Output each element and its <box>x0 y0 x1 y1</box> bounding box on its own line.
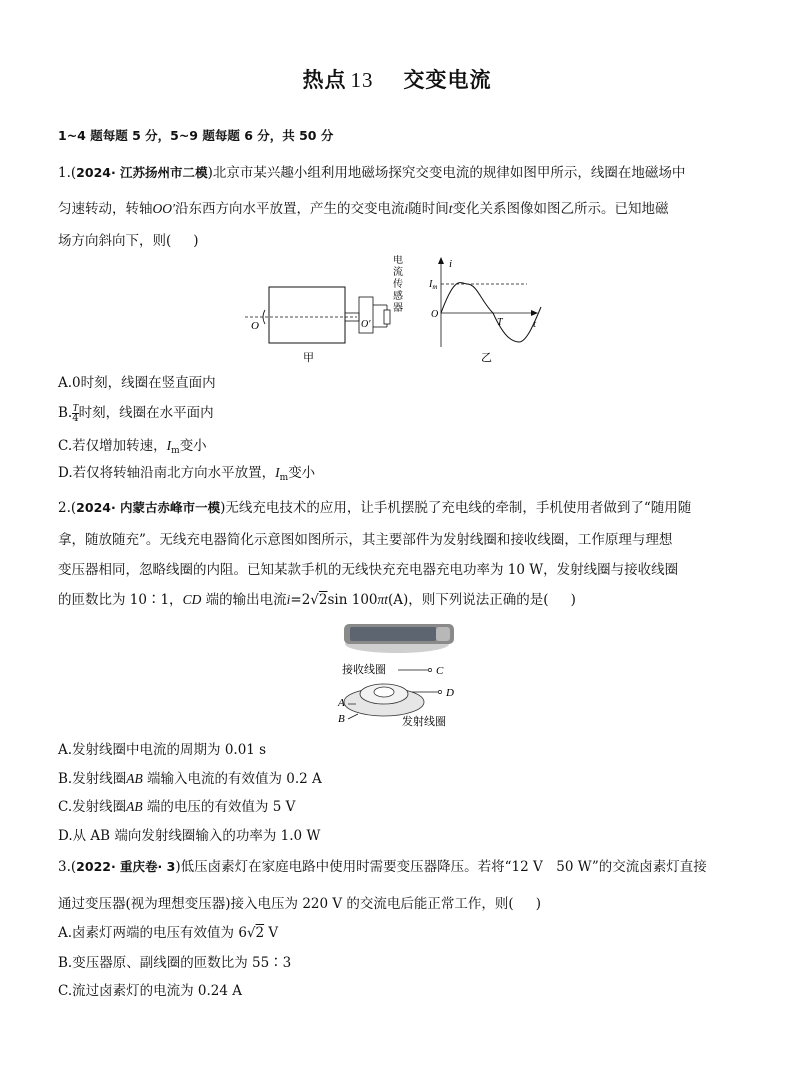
q1-option-c <box>58 437 207 460</box>
q2-option-d: D.从 AB 端向发射线圈输入的功率为 1.0 W <box>58 828 321 844</box>
q1-text2c: 随时间 <box>408 201 449 217</box>
title-number: 13 <box>350 68 374 92</box>
q2-eq-mid: =2 <box>290 592 311 608</box>
q2-text4b: 端的输出电流 <box>201 592 287 608</box>
rotation-arrow-icon <box>263 310 265 324</box>
q3-line1: 3.(2022· 重庆卷· 3)低压卤素灯在家庭电路中使用时需要变压器降压。若将“12 V 50 W”的交流卤素灯直接 <box>58 859 707 875</box>
title-prefix: 热点 <box>302 68 347 92</box>
sine-curve <box>441 283 541 342</box>
q3-option-a: A.卤素灯两端的电压有效值为 6√2 V <box>58 925 279 941</box>
q2-line1: 2.(2024· 内蒙古赤峰市一模)无线充电技术的应用，让手机摆脱了充电线的牵制，手机使用者做到了“随用随 <box>58 500 692 516</box>
sensor-box <box>384 310 390 324</box>
coil-box <box>269 287 345 343</box>
q3-source: 2022· 重庆卷· 3 <box>76 859 176 874</box>
graph-label-t: t <box>533 318 537 330</box>
q1-d-sym: I <box>275 465 280 480</box>
svg-text:流: 流 <box>393 267 403 278</box>
label-yi: 乙 <box>481 352 492 364</box>
q1-option-d <box>58 464 315 487</box>
q2-eq-sin: sin 100 <box>327 592 378 608</box>
sensor-label <box>393 255 403 314</box>
graph-label-Im: $I_m$ <box>429 279 438 291</box>
label-Oprime: O′ <box>361 319 371 330</box>
q2-cd: CD <box>182 592 202 607</box>
q2-option-b <box>58 770 322 788</box>
q1-d-sub: m <box>279 473 289 483</box>
q1-figure <box>245 255 555 370</box>
graph-label-i: i <box>449 258 453 270</box>
q2-figure <box>332 618 472 733</box>
q3-a-sqrt: 2 <box>255 925 265 941</box>
q1-text2d: 变化关系图像如图乙所示。已知地磁 <box>452 201 669 217</box>
q1-option-b <box>58 404 214 423</box>
q1-b-prefix: B. <box>58 405 73 421</box>
label-O: O <box>251 320 259 332</box>
label-transmit-coil: 发射线圈 <box>402 716 446 728</box>
q1-c-sub: m <box>171 446 180 456</box>
q2-line3: 变压器相同，忽略线圈的内阻。已知某款手机的无线快充充电器充电功率为 10 W，发射线圈与接收线圈 <box>58 562 679 578</box>
q3-number: 3. <box>58 859 71 875</box>
q1-c-sym: I <box>166 438 172 453</box>
label-receive-coil: 接收线圈 <box>342 664 386 676</box>
q2-eq-i: i <box>286 592 291 607</box>
q1-i: i <box>404 201 409 216</box>
q2-eq-pi: πt <box>377 592 389 607</box>
q1-text3: 场方向斜向下，则( <box>58 233 172 249</box>
svg-text:器: 器 <box>393 303 403 314</box>
q3-text2: 通过变压器(视为理想变压器)接入电压为 220 V 的交流电后能正常工作，则( <box>58 896 514 912</box>
q2-b-pre: B.发射线圈 <box>58 771 127 787</box>
q1-line2 <box>58 200 668 218</box>
q1-option-a: A.0时刻，线圈在竖直面内 <box>58 375 216 391</box>
q3-option-c: C.流过卤素灯的电流为 0.24 A <box>58 983 243 999</box>
q2-line4: 的匝数比为 10∶1，CD 端的输出电流i=2√2sin 100πt(A)，则下列说法正确的是( ) <box>58 592 576 608</box>
q3-a-post: V <box>264 925 279 941</box>
q1-line1: 1.(2024· 江苏扬州市二模)北京市某兴趣小组利用地磁场探究交变电流的规律如图甲所示，线圈在地磁场中 <box>58 165 686 181</box>
q2-text1: 无线充电技术的应用，让手机摆脱了充电线的牵制，手机使用者做到了“随用随 <box>225 500 692 516</box>
q3-text1: 低压卤素灯在家庭电路中使用时需要变压器降压。若将“12 V 50 W”的交流卤素灯直接 <box>180 859 707 875</box>
q2-c-post: 端的电压的有效值为 5 V <box>142 799 296 815</box>
q2-source: 2024· 内蒙古赤峰市一模 <box>76 500 221 515</box>
scoring-note: 1~4 题每题 5 分，5~9 题每题 6 分，共 50 分 <box>58 128 334 143</box>
q2-b-sym: AB <box>126 771 143 786</box>
q2-text4a: 的匝数比为 10∶1， <box>58 592 183 608</box>
svg-text:电: 电 <box>393 255 403 266</box>
svg-text:感: 感 <box>393 291 403 302</box>
q1-b-text: 时刻，线圈在水平面内 <box>78 405 214 421</box>
q2-close: ) <box>570 592 576 608</box>
title-topic: 交变电流 <box>403 68 492 92</box>
label-A: A <box>338 697 345 709</box>
graph-origin: O <box>431 309 439 320</box>
q2-c-sym: AB <box>126 799 143 814</box>
q1-line3 <box>58 232 199 250</box>
q2-option-c <box>58 798 295 816</box>
q3-line2 <box>58 895 541 913</box>
graph-label-T: T <box>497 317 503 328</box>
q1-t: t <box>448 201 453 216</box>
q1-close: ) <box>193 233 199 249</box>
page-title <box>0 64 794 94</box>
q3-option-b: B.变压器原、副线圈的匝数比为 55∶3 <box>58 955 292 971</box>
label-C: C <box>436 665 444 677</box>
q2-b-post: 端输入电流的有效值为 0.2 A <box>142 771 322 787</box>
q2-line2: 拿，随放随充”。无线充电器简化示意图如图所示，其主要部件为发射线圈和接收线圈，工作原理与理想 <box>58 532 673 548</box>
q2-eq-sqrt: 2 <box>318 592 328 608</box>
q3-a-pre: A.卤素灯两端的电压有效值为 6 <box>58 925 247 941</box>
q1-c-text: C.若仅增加转速， <box>58 438 167 454</box>
fraction-T-over-4: $\frac{T}{4}$ <box>72 403 79 424</box>
q2-number: 2. <box>58 500 71 516</box>
q1-d-end: 变小 <box>288 465 316 481</box>
q2-eq-end: (A)，则下列说法正确的是( <box>388 592 549 608</box>
q2-option-a: A.发射线圈中电流的周期为 0.01 s <box>58 742 267 758</box>
svg-text:传: 传 <box>393 279 403 290</box>
q1-axis: OO′ <box>152 201 175 216</box>
label-jia: 甲 <box>303 352 314 364</box>
q1-text2b: 沿东西方向水平放置，产生的交变电流 <box>174 201 405 217</box>
q3-close: ) <box>535 896 541 912</box>
q1-text1: 北京市某兴趣小组利用地磁场探究交变电流的规律如图甲所示，线圈在地磁场中 <box>212 165 686 181</box>
label-B: B <box>338 713 345 725</box>
q1-source: 2024· 江苏扬州市二模 <box>76 165 208 180</box>
q1-text2a: 匀速转动，转轴 <box>58 201 153 217</box>
q1-d-text: D.若仅将转轴沿南北方向水平放置， <box>58 465 276 481</box>
label-D: D <box>446 687 454 699</box>
q2-c-pre: C.发射线圈 <box>58 799 127 815</box>
q1-number: 1. <box>58 165 71 181</box>
q1-c-end: 变小 <box>179 438 207 454</box>
